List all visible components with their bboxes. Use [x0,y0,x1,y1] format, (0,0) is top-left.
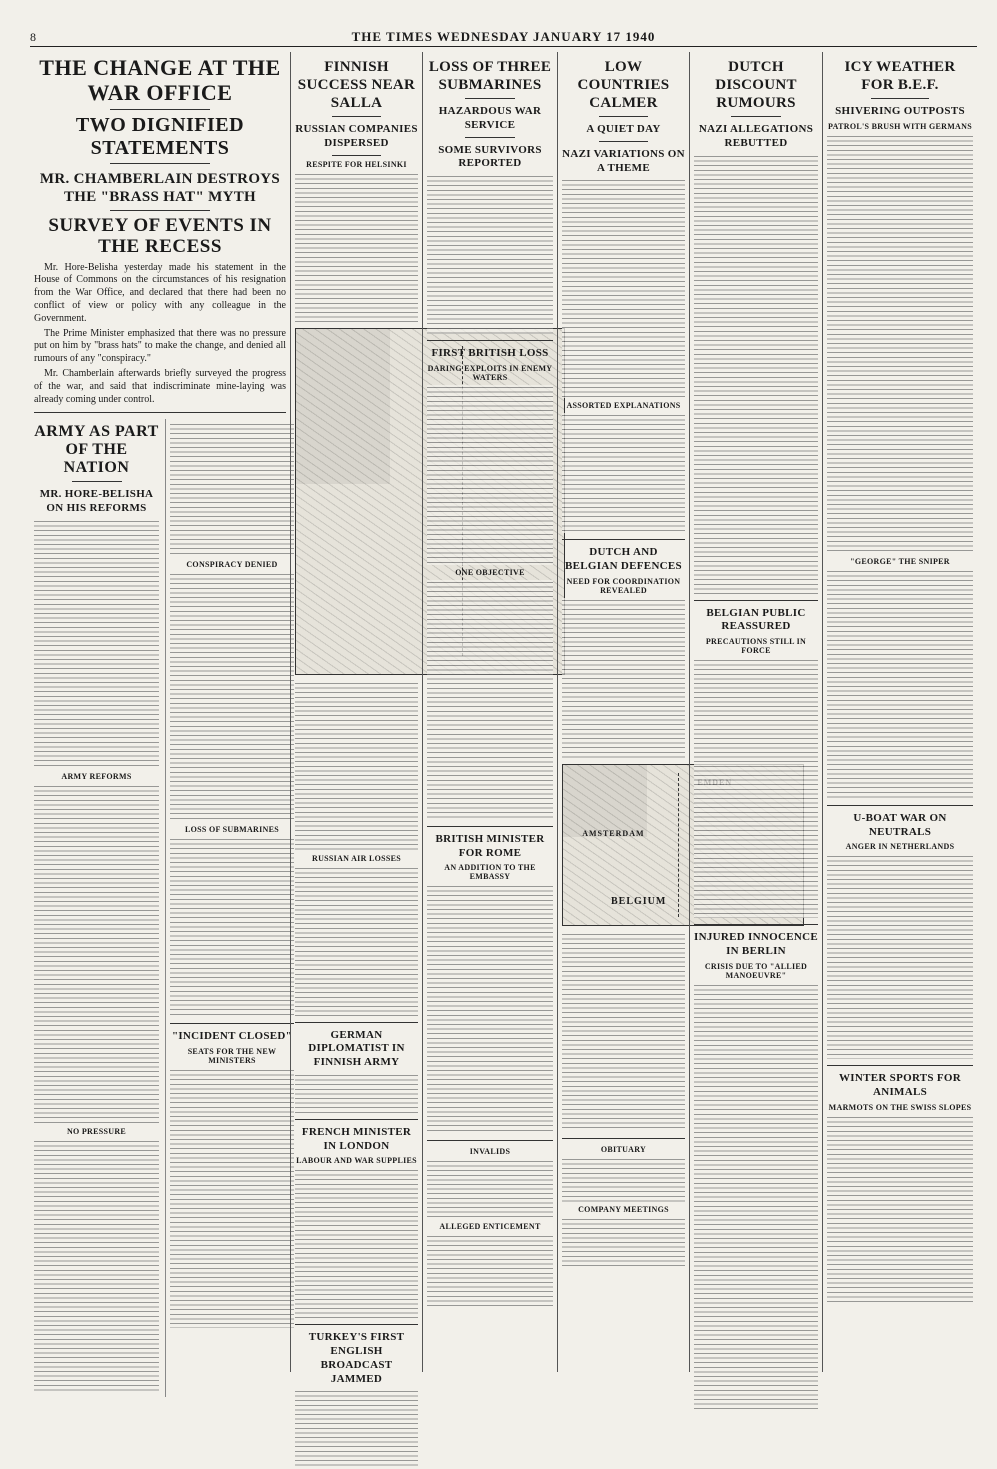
map-label-amsterdam: AMSTERDAM [582,828,645,838]
article-body [427,884,553,1134]
article-body [170,422,294,557]
article-body [295,1168,418,1318]
article-body [295,681,418,851]
lead-paragraph-3: Mr. Chamberlain afterwards briefly surveyed the progress of the war, and said that indiscriminate mine-laying was already coming under control. [34,367,286,405]
headline-french-minister: FRENCH MINISTER IN LONDON [301,1125,412,1152]
headline-winter-sports: WINTER SPORTS FOR ANIMALS [838,1072,962,1098]
article-body [827,569,973,799]
headline-nazi-allegations: NAZI ALLEGATIONS REBUTTED [698,123,814,149]
column-low-countries [557,52,689,1372]
subhead-no-pressure: NO PRESSURE [66,1126,127,1136]
article-body [295,1073,418,1113]
headline-low-countries: LOW COUNTRIES CALMER [577,59,670,111]
article-body [827,134,973,554]
headline-british-minister-rome: BRITISH MINISTER FOR ROME [435,832,545,859]
article-body [295,172,418,322]
headline-coordination: NEED FOR COORDINATION REVEALED [566,576,681,595]
headline-dutch-discount: DUTCH DISCOUNT RUMOURS [715,59,797,111]
article-body [34,784,159,1124]
lead-paragraph-2: The Prime Minister emphasized that there was no pressure put on him by "brass hats" to make the change, and denied all rumours of any "conspiracy." [34,327,286,365]
headline-alleged-enticement: ALLEGED ENTICEMENT [439,1222,541,1232]
column-finland [290,52,422,1385]
headline-german-diplomatist: GERMAN DIPLOMATIST IN FINNISH ARMY [308,1028,405,1068]
headline-invalids: INVALIDS [469,1147,511,1157]
subhead-george-sniper: "GEORGE" THE SNIPER [850,556,950,566]
headline-seats-new-ministers: SEATS FOR THE NEW MINISTERS [187,1047,277,1066]
headline-turkey-broadcast: TURKEY'S FIRST ENGLISH BROADCAST JAMMED [308,1331,405,1385]
headline-quiet-day: A QUIET DAY [586,123,661,135]
headline-patrol-brush: PATROL'S BRUSH WITH GERMANS [828,121,972,131]
headline-uboat-neutrals: U-BOAT WAR ON NEUTRALS [853,811,947,838]
article-body [170,1068,294,1328]
newspaper-dateline: THE TIMES WEDNESDAY JANUARY 17 1940 [351,29,656,44]
subhead-army-reforms: ARMY REFORMS [61,771,132,781]
headline-respite-helsinki: RESPITE FOR HELSINKI [306,159,407,169]
article-body [427,1159,553,1219]
article-body [170,837,294,1017]
column-dutch-rumours [689,52,822,1372]
article-body [34,519,159,769]
subhead-loss-submarines: LOSS OF SUBMARINES [184,825,279,835]
headline-incident-closed: "INCIDENT CLOSED" [171,1030,293,1043]
subhead-conspiracy-denied: CONSPIRACY DENIED [186,560,278,570]
article-body [562,932,685,1132]
lead-paragraph-1: Mr. Hore-Belisha yesterday made his statement in the House of Commons on the circumstances of his resignation from the War Office, and declared that there had been no conflict of view or policy with any colleague in the Government. [34,261,286,324]
article-body [427,174,553,334]
article-body [427,580,553,820]
headline-brass-hat: MR. CHAMBERLAIN DESTROYS THE "BRASS HAT" MYTH [39,171,281,206]
article-body [562,598,685,758]
subhead-one-objective: ONE OBJECTIVE [455,567,525,577]
page-number: 8 [30,30,37,44]
headline-shivering-outposts: SHIVERING OUTPOSTS [835,105,965,117]
article-body [427,1234,553,1309]
article-body [562,1217,685,1267]
headline-addition-embassy: AN ADDITION TO THE EMBASSY [444,863,536,882]
column-war-office [30,52,293,1372]
headline-anger-netherlands: ANGER IN NETHERLANDS [845,842,955,852]
headline-labour-war-supplies: LABOUR AND WAR SUPPLIES [296,1156,417,1166]
article-body [827,854,973,1059]
headline-finnish-success: FINNISH SUCCESS NEAR SALLA [297,59,416,111]
subhead-assorted-explanations: ASSORTED EXPLANATIONS [566,401,681,411]
headline-dignified-statements: TWO DIGNIFIED STATEMENTS [75,114,245,159]
headline-loss-submarines: LOSS OF THREE SUBMARINES [428,59,552,93]
headline-hore-belisha-reforms: MR. HORE-BELISHA ON HIS REFORMS [39,488,154,514]
headline-russian-air-losses: RUSSIAN AIR LOSSES [312,853,401,863]
headline-belgian-public: BELGIAN PUBLIC REASSURED [706,606,806,633]
article-body [34,1139,159,1394]
headline-daring-exploits: DARING EXPLOITS IN ENEMY WATERS [427,363,553,382]
article-body [562,413,685,533]
article-body [694,658,818,918]
headline-marmots: MARMOTS ON THE SWISS SLOPES [828,1102,972,1112]
article-body [295,866,418,1016]
article-body [562,178,685,398]
headline-injured-innocence: INJURED INNOCENCE IN BERLIN [694,931,818,957]
headline-first-british-loss: FIRST BRITISH LOSS [431,347,549,359]
article-body [562,1157,685,1202]
article-body [427,385,553,565]
headline-hazardous-service: HAZARDOUS WAR SERVICE [438,105,542,131]
headline-war-office: THE CHANGE AT THE WAR OFFICE [39,55,281,105]
headline-nazi-variations: NAZI VARIATIONS ON A THEME [562,147,685,174]
map-label-belgium: BELGIUM [611,895,667,907]
masthead [30,28,977,47]
headline-survey-recess: SURVEY OF EVENTS IN THE RECESS [48,215,272,258]
headline-army-nation: ARMY AS PART OF THE NATION [34,423,159,477]
headline-russian-companies: RUSSIAN COMPANIES DISPERSED [295,123,418,149]
article-body [295,1389,418,1469]
column-bef [822,52,977,1372]
article-body [694,154,818,594]
article-body [827,1115,973,1305]
headline-allied-manoeuvre: CRISIS DUE TO "ALLIED MANOEUVRE" [704,961,808,980]
article-body [170,572,294,822]
headline-company-meetings: COMPANY MEETINGS [578,1204,669,1214]
headline-obituary: OBITUARY [600,1144,647,1154]
article-body [694,983,818,1413]
headline-precautions: PRECAUTIONS STILL IN FORCE [705,637,807,655]
headline-survivors: SOME SURVIVORS REPORTED [438,143,542,170]
headline-dutch-belgian-defences: DUTCH AND BELGIAN DEFENCES [565,546,682,572]
column-submarines [422,52,557,1372]
headline-icy-weather: ICY WEATHER FOR B.E.F. [844,59,956,93]
